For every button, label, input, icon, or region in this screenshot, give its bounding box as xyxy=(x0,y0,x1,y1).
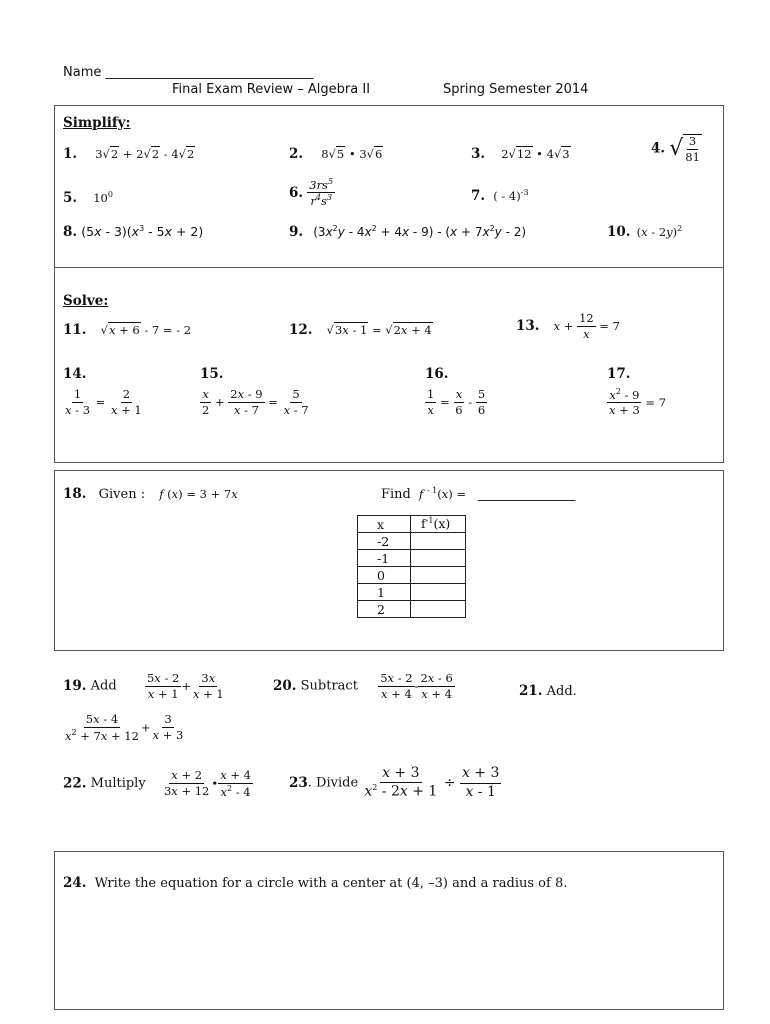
problem-23: 23. Divide $\frac{x + 3}{x^2 - 2x + 1}$ ÷ $\frac{x + 3}{x - 1}$ xyxy=(289,765,500,801)
problem-11 xyxy=(63,322,191,338)
problem-number: 6. xyxy=(289,184,304,201)
problem-22-label: Multiply xyxy=(90,776,146,792)
problem-5 xyxy=(63,190,113,206)
problem-24-text: Write the equation for a circle with a center at (4, –3) and a radius of 8. xyxy=(94,876,568,891)
problem-number: 21. xyxy=(519,683,543,699)
problem-19-label: Add xyxy=(90,678,117,694)
problem-7 xyxy=(471,188,529,204)
problem-7-expression: ( - 4)$^{-3}$ xyxy=(493,188,529,203)
problem-22: 22. Multiply $\frac{x + 2}{3x + 12}$ • $\frac{x + 4}{x^2 - 4}$ xyxy=(63,768,251,799)
problem-number: 19. xyxy=(63,678,87,695)
problem-11-expression: √x + 6 - 7 = - 2 xyxy=(100,323,192,337)
problem-12 xyxy=(289,322,433,338)
problem-10-expression: (x - 2y)$^2$ xyxy=(636,224,683,239)
table-header-finv: $f^{-1}(x)$ xyxy=(411,516,466,533)
problem-13: 13. x + $\frac{12}{x}$ = 7 xyxy=(516,311,620,341)
table-cell-x: 0 xyxy=(358,567,411,584)
problem-number: 4. xyxy=(651,140,666,157)
problem-20-label: Subtract xyxy=(300,678,358,694)
problem-number: 20. xyxy=(273,678,297,695)
problem-21-expression: $\frac{5x - 4}{x^2 + 7x + 12}$ + $\frac{3}{x + 3}$ xyxy=(65,712,184,743)
problem-14-expression: $\frac{1}{x - 3}$ = $\frac{2}{x + 1}$ xyxy=(65,387,142,417)
simplify-section xyxy=(54,105,724,268)
solve-heading: Solve: xyxy=(63,293,109,309)
problem-15: 15. xyxy=(200,366,224,382)
table-cell-x: -2 xyxy=(358,533,411,550)
table-cell-answer[interactable] xyxy=(411,533,466,550)
problem-number: 1. xyxy=(63,146,78,162)
solve-section xyxy=(54,267,724,463)
problem-8-expression: $(5x - 3)(x^3 - 5x + 2)$ xyxy=(81,224,204,240)
table-cell-answer[interactable] xyxy=(411,567,466,584)
problem-number: 10. xyxy=(607,224,631,240)
given-label: Given : xyxy=(98,487,146,502)
problem-number: 9. xyxy=(289,224,304,240)
problem-20: 20. Subtract $\frac{5x - 2}{x + 4}$ - $\frac{2x - 6}{x + 4}$ xyxy=(273,671,453,701)
problem-16: 16. xyxy=(425,366,449,382)
problem-9-expression: $(3x^2y - 4x^2 + 4x - 9) - (x + 7x^2y - 2)$ xyxy=(313,224,527,239)
name-line[interactable]: Name ________________________________ xyxy=(63,65,314,80)
semester-label: Spring Semester 2014 xyxy=(443,82,589,97)
problem-number: 18. xyxy=(63,486,87,502)
problem-number: 8. xyxy=(63,224,78,241)
problem-2 xyxy=(289,146,383,162)
table-cell-x: 2 xyxy=(358,601,411,618)
problem-10 xyxy=(607,224,682,240)
problem-23-label: . Divide xyxy=(307,775,359,791)
exam-title: Final Exam Review – Algebra II xyxy=(172,82,371,97)
problem-17: 17. xyxy=(607,366,631,382)
problem-3-expression: 2√12 • 4√3 xyxy=(501,147,570,161)
problem-5-expression: $10^0$ xyxy=(93,190,113,205)
problem-3 xyxy=(471,146,571,162)
table-cell-x: -1 xyxy=(358,550,411,567)
problem-1 xyxy=(63,146,195,162)
table-cell-answer[interactable] xyxy=(411,584,466,601)
problem-number: 2. xyxy=(289,146,304,162)
answer-blank[interactable]: _______________ xyxy=(477,486,576,502)
problem-15-expression: $\frac{x}{2}$ + $\frac{2x - 9}{x - 7}$ = $\frac{5}{x - 7}$ xyxy=(202,387,309,417)
problem-17-expression: $\frac{x^2 - 9}{x + 3}$ = 7 xyxy=(609,387,667,418)
problem-16-expression: $\frac{1}{x}$ = $\frac{x}{6}$ - $\frac{5}{6}$ xyxy=(427,387,486,417)
problem-number: 5. xyxy=(63,190,78,206)
problem-19: 19. Add $\frac{5x - 2}{x + 1}$ + $\frac{3x}{x + 1}$ xyxy=(63,671,224,701)
problem-number: 7. xyxy=(471,188,486,204)
problem-14: 14. xyxy=(63,366,87,382)
problem-6: 6. $\frac{3rs^5}{r^4s^3}$ xyxy=(289,177,334,209)
find-inverse: Find f $^{- 1}$(x) = _______________ xyxy=(381,486,576,502)
simplify-heading: Simplify: xyxy=(63,115,131,131)
problem-4: 4. √ $\frac{3}{81}$ xyxy=(651,134,700,164)
problem-21 xyxy=(519,683,577,699)
problem-12-expression: √3x - 1 = √2x + 4 xyxy=(326,323,432,337)
problem-number: 11. xyxy=(63,322,87,338)
inverse-table xyxy=(357,515,466,618)
problem-number: 24. xyxy=(63,875,87,891)
problem-number: 23 xyxy=(289,775,308,792)
table-cell-answer[interactable] xyxy=(411,601,466,618)
table-header-x: x xyxy=(358,516,411,533)
problem-number: 13. xyxy=(516,318,540,335)
problem-number: 12. xyxy=(289,322,313,338)
table-cell-x: 1 xyxy=(358,584,411,601)
problem-8 xyxy=(63,224,203,240)
problem-2-expression: 8√5 • 3√6 xyxy=(321,147,383,161)
find-label: Find xyxy=(381,486,411,502)
table-cell-answer[interactable] xyxy=(411,550,466,567)
problem-number: 3. xyxy=(471,146,486,162)
problem-24 xyxy=(63,875,567,891)
problem-21-label: Add. xyxy=(546,684,577,699)
problem-18: 18. Given : f (x) = 3 + 7x xyxy=(63,486,238,502)
problem-9 xyxy=(289,224,526,240)
problem-number: 22. xyxy=(63,775,87,792)
problem-1-expression: 3√2 + 2√2 - 4√2 xyxy=(95,147,195,161)
